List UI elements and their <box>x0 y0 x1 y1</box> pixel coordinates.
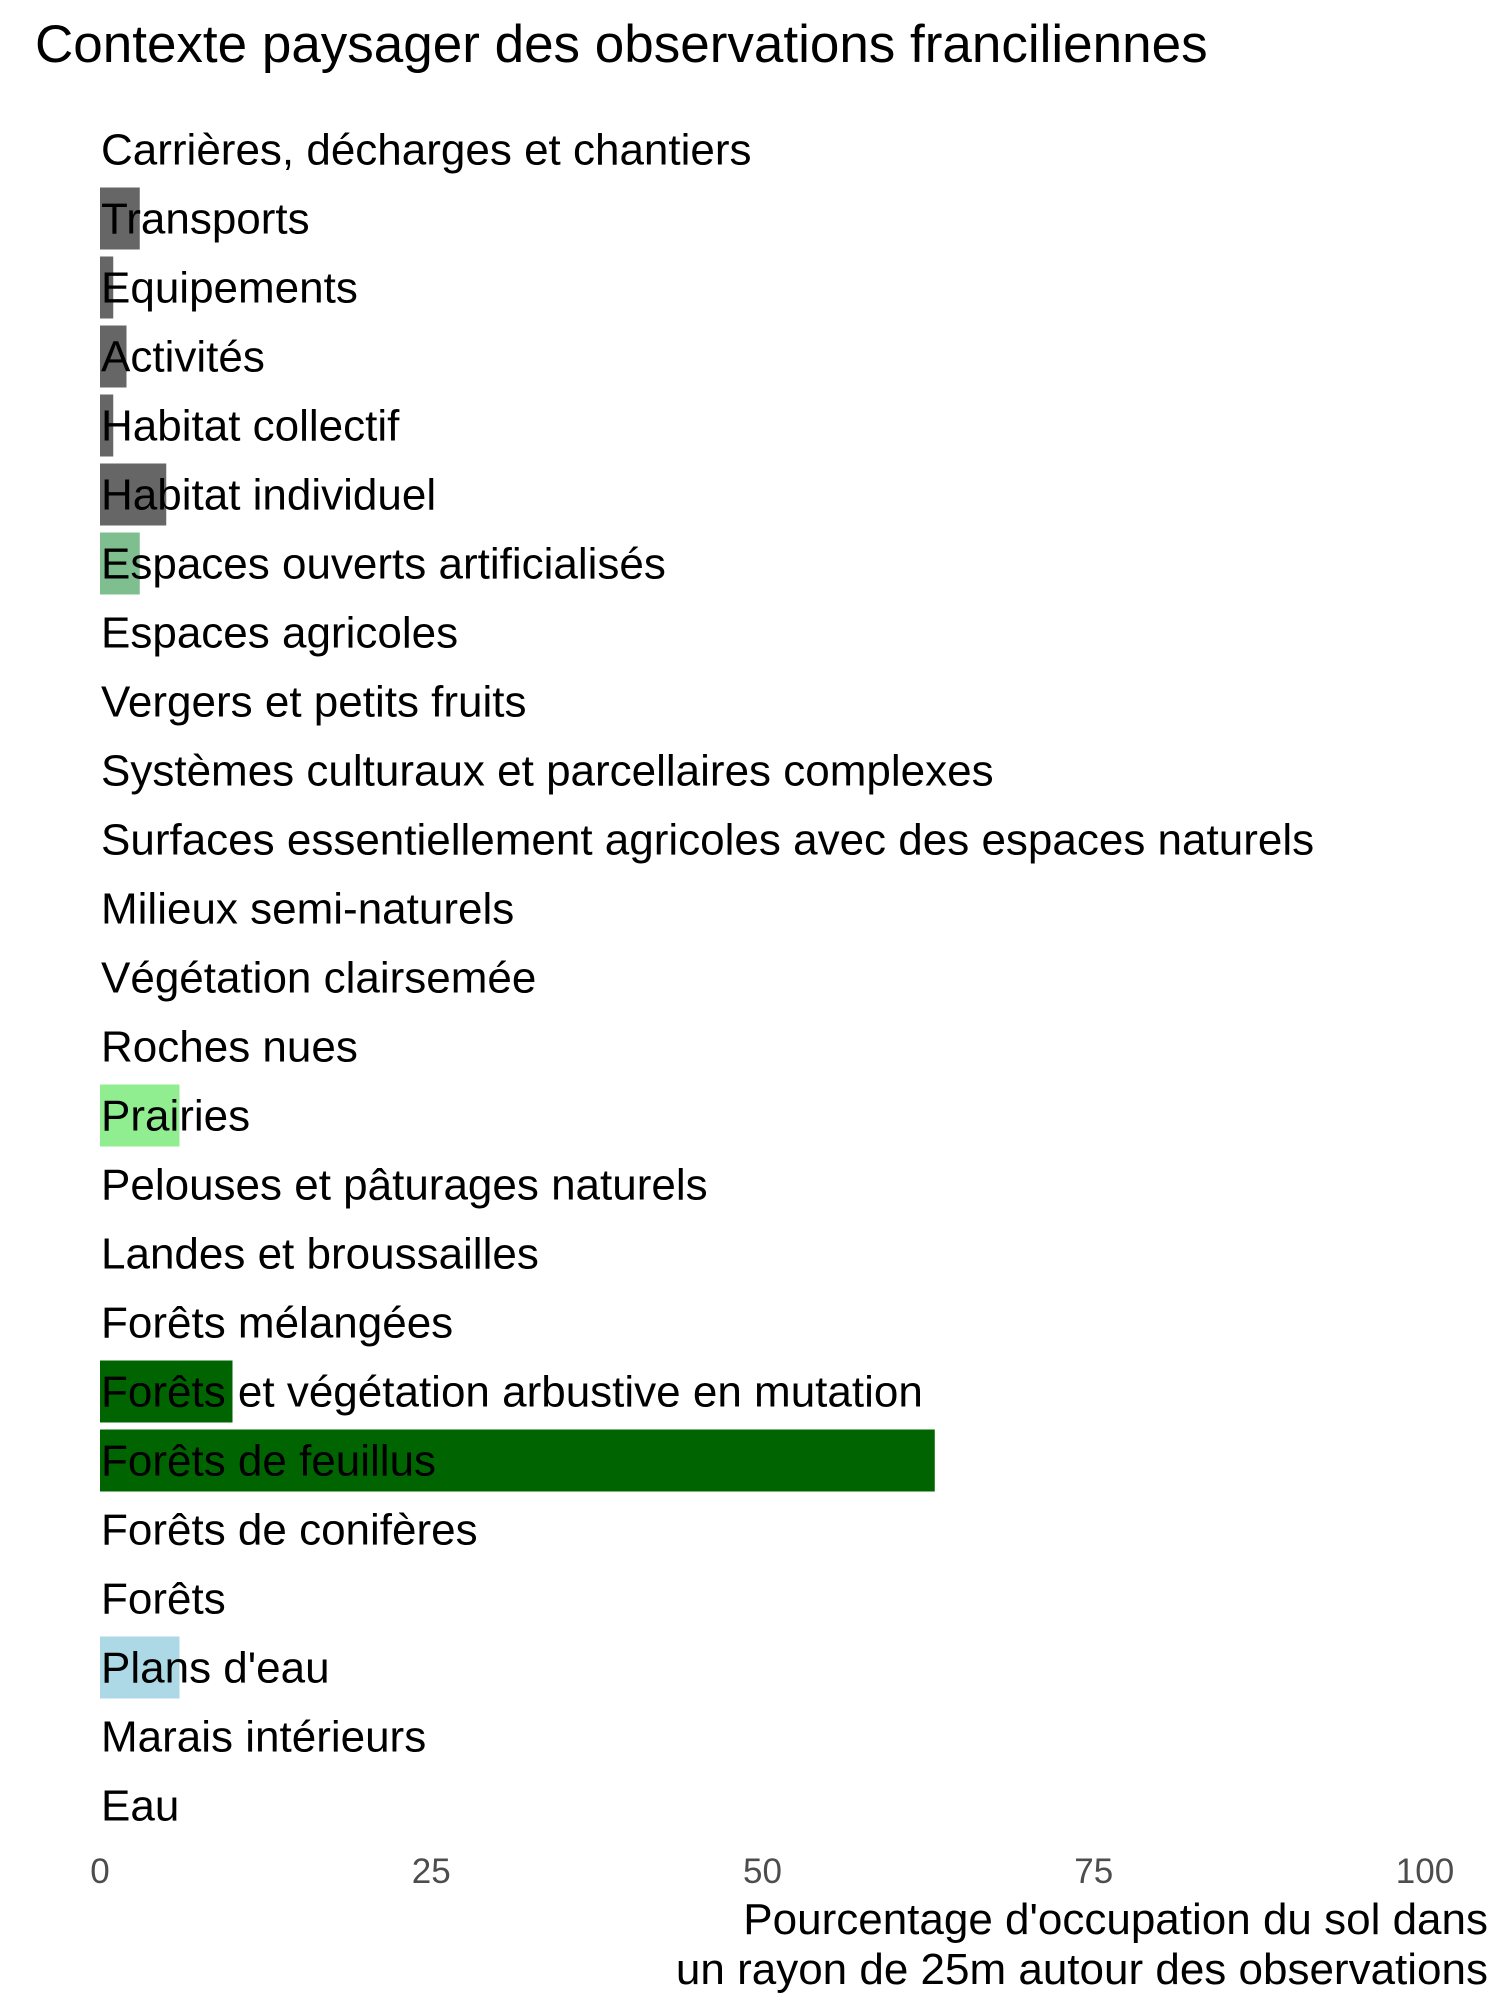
category-label-25: Eau <box>101 1781 180 1831</box>
category-label-4: Activités <box>101 332 265 382</box>
category-label-9: Vergers et petits fruits <box>101 677 527 727</box>
category-labels <box>101 126 1314 1831</box>
category-label-10: Systèmes culturaux et parcellaires complexes <box>101 746 994 796</box>
x-tick-label-2: 25 <box>411 1852 451 1891</box>
category-label-8: Espaces agricoles <box>101 608 459 658</box>
x-axis-title-line-2: un rayon de 25m autour des observations <box>675 1945 1488 1994</box>
category-label-21: Forêts de conifères <box>101 1505 478 1555</box>
category-label-15: Prairies <box>101 1091 251 1141</box>
category-label-13: Végétation clairsemée <box>101 953 537 1003</box>
x-tick-label-4: 75 <box>1074 1852 1114 1891</box>
category-label-5: Habitat collectif <box>101 401 400 451</box>
chart-title: Contexte paysager des observations franciliennes <box>35 15 1208 74</box>
x-axis-title-line-1: Pourcentage d'occupation du sol dans <box>743 1895 1488 1944</box>
x-axis-ticks <box>90 1852 1454 1891</box>
category-label-16: Pelouses et pâturages naturels <box>101 1160 708 1210</box>
category-label-7: Espaces ouverts artificialisés <box>101 539 666 589</box>
category-label-12: Milieux semi-naturels <box>101 884 515 934</box>
category-label-3: Equipements <box>101 263 358 313</box>
category-label-24: Marais intérieurs <box>101 1712 427 1762</box>
x-tick-label-3: 50 <box>743 1852 782 1891</box>
category-label-1: Carrières, décharges et chantiers <box>101 125 752 175</box>
category-label-14: Roches nues <box>101 1022 358 1072</box>
category-label-18: Forêts mélangées <box>101 1298 454 1348</box>
category-label-20: Forêts de feuillus <box>101 1436 437 1486</box>
x-tick-label-5: 100 <box>1395 1852 1455 1891</box>
x-tick-label-1: 0 <box>90 1852 110 1891</box>
category-label-11: Surfaces essentiellement agricoles avec des espaces naturels <box>101 815 1315 865</box>
category-label-6: Habitat individuel <box>101 470 437 520</box>
category-label-22: Forêts <box>101 1574 226 1624</box>
category-label-17: Landes et broussailles <box>101 1229 539 1279</box>
category-label-19: Forêts et végétation arbustive en mutation <box>101 1367 923 1417</box>
category-label-23: Plans d'eau <box>101 1643 330 1693</box>
category-label-2: Transports <box>101 194 310 244</box>
